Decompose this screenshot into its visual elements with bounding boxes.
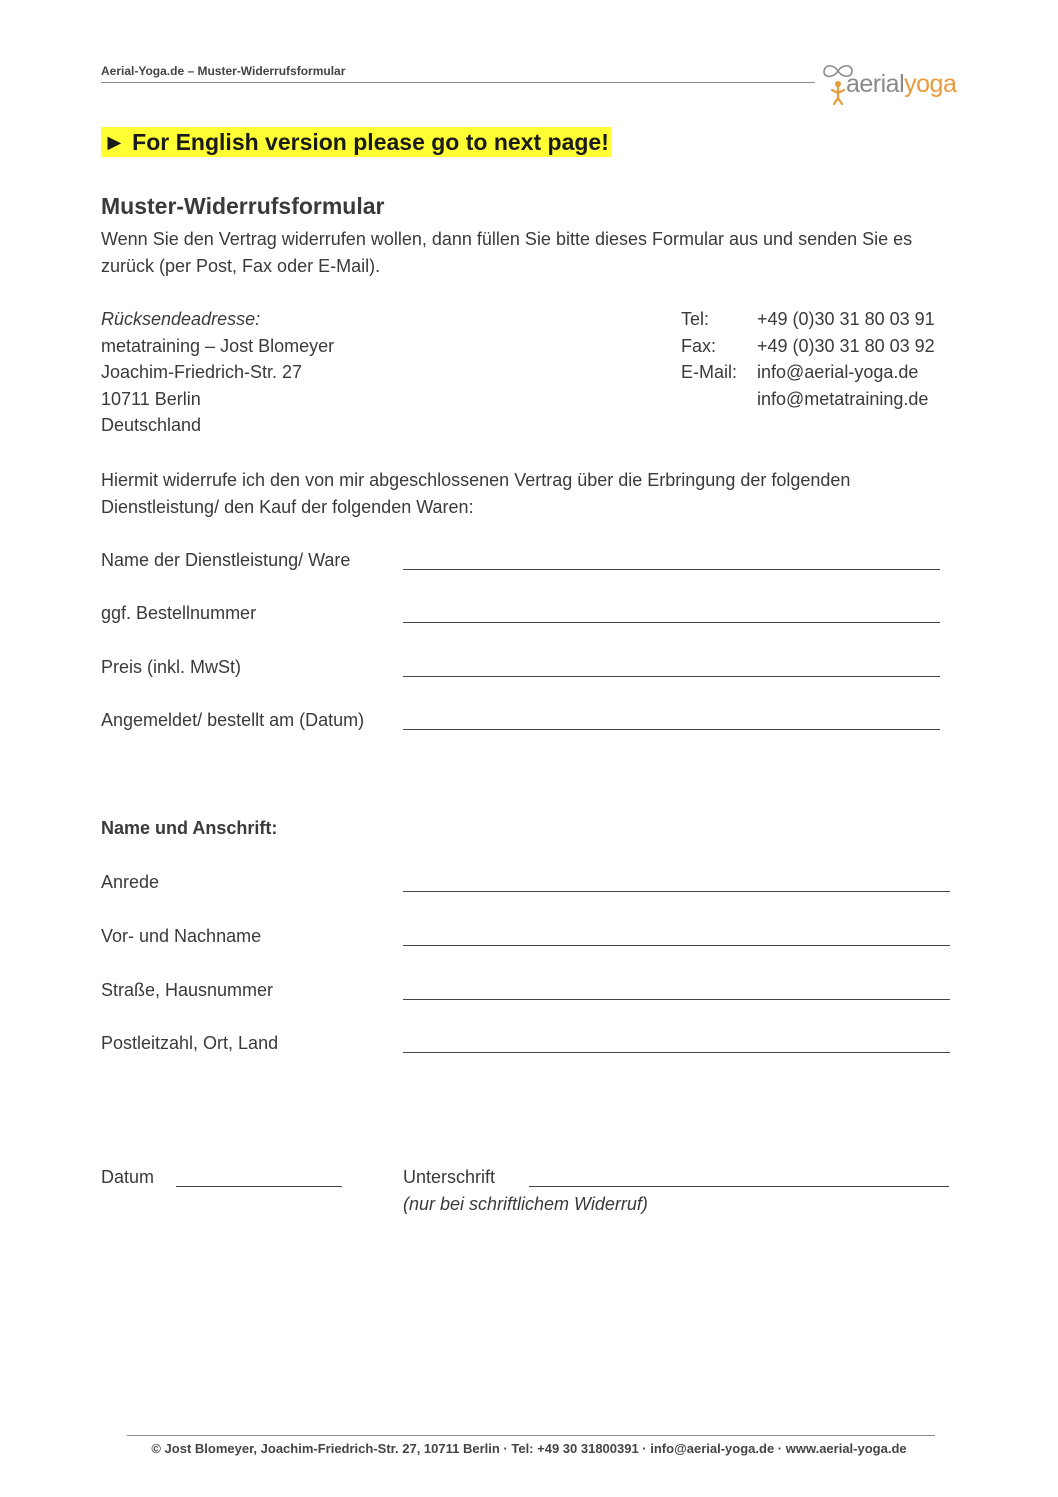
withdrawal-statement: Hiermit widerrufe ich den von mir abgeschlossenen Vertrag über die Erbringung der folgenden Dienstleistung/ den Kauf der folgenden Waren:	[101, 470, 851, 517]
date-field[interactable]	[176, 1186, 342, 1187]
postal-city-country-field[interactable]	[403, 1052, 950, 1053]
intro-text: Wenn Sie den Vertrag widerrufen wollen, dann füllen Sie bitte dieses Formular aus und senden Sie es zurück (per Post, Fax oder E-Mail).	[101, 229, 913, 276]
header-divider	[101, 82, 815, 83]
salutation-field[interactable]	[403, 891, 950, 892]
logo-wordmark-end: yoga	[904, 70, 957, 98]
contact-labels	[681, 306, 737, 386]
address-line: metatraining – Jost Blomeyer	[101, 335, 335, 356]
return-address	[101, 306, 334, 439]
date-label: Datum	[101, 1167, 155, 1187]
signature-note: (nur bei schriftlichem Widerruf)	[403, 1194, 648, 1214]
footer-divider	[127, 1435, 935, 1436]
logo-wordmark	[846, 70, 956, 99]
field-label-service-name: Name der Dienstleistung/ Ware	[101, 550, 351, 570]
full-name-field[interactable]	[403, 945, 950, 946]
field-label-order-date: Angemeldet/ bestellt am (Datum)	[101, 710, 365, 730]
field-label-order-number: ggf. Bestellnummer	[101, 603, 257, 623]
footer-text: © Jost Blomeyer, Joachim-Friedrich-Str. 27, 10711 Berlin · Tel: +49 30 31800391 · info@aerial-yoga.de · www.aerial-yoga.de	[151, 1441, 907, 1456]
field-label-full-name: Vor- und Nachname	[101, 926, 262, 946]
tel-label: Tel:	[681, 309, 710, 329]
tel-number: +49 (0)30 31 80 03 91	[757, 309, 935, 329]
logo-wordmark-start: aerial	[846, 70, 905, 98]
section-title-name-address: Name und Anschrift:	[101, 818, 278, 838]
field-label-salutation: Anrede	[101, 872, 160, 892]
contact-values	[757, 306, 935, 412]
address-line: 10711 Berlin	[101, 388, 201, 409]
signature-field[interactable]	[529, 1186, 949, 1187]
email-address: info@metatraining.de	[757, 388, 929, 409]
price-field[interactable]	[403, 676, 940, 677]
aerialyoga-logo	[820, 60, 965, 106]
field-label-price: Preis (inkl. MwSt)	[101, 657, 242, 677]
street-field[interactable]	[403, 999, 950, 1000]
service-name-field[interactable]	[403, 569, 940, 570]
fax-number: +49 (0)30 31 80 03 92	[757, 335, 935, 356]
field-label-street: Straße, Hausnummer	[101, 980, 274, 1000]
address-line: Deutschland	[101, 415, 202, 436]
return-address-label: Rücksendeadresse:	[101, 309, 261, 329]
address-line: Joachim-Friedrich-Str. 27	[101, 362, 303, 383]
page-title: Muster-Widerrufsformular	[101, 193, 385, 219]
order-number-field[interactable]	[403, 622, 940, 623]
english-version-note: ► For English version please go to next page!	[103, 129, 609, 155]
email-label: E-Mail:	[681, 362, 738, 383]
header-title: Aerial-Yoga.de – Muster-Widerrufsformular	[101, 64, 346, 78]
fax-label: Fax:	[681, 335, 717, 356]
order-date-field[interactable]	[403, 729, 940, 730]
signature-label: Unterschrift	[403, 1167, 496, 1187]
field-label-postal-city-country: Postleitzahl, Ort, Land	[101, 1033, 279, 1053]
email-address: info@aerial-yoga.de	[757, 362, 919, 383]
